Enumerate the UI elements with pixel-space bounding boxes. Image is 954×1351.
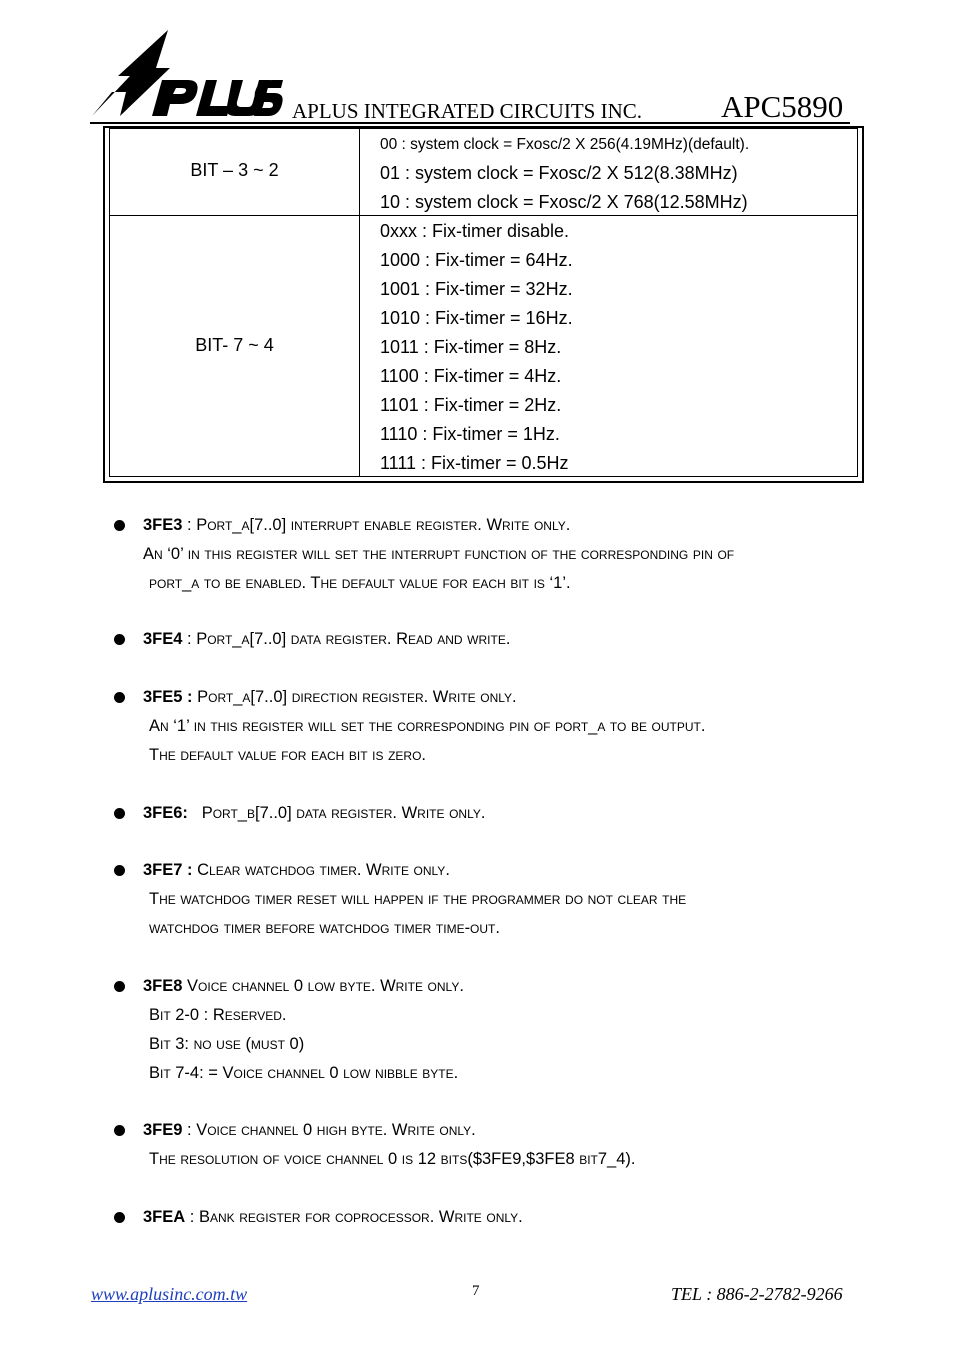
bit-table-inner (109, 128, 858, 477)
register-name: 3FE6: (143, 804, 188, 822)
row1-line: 00 : system clock = Fxosc/2 X 256(4.19MHz)(default). (380, 136, 750, 153)
section-3fea-title (143, 1208, 523, 1227)
section-3fe7-title (143, 861, 450, 880)
row2-line: 1100 : Fix-timer = 4Hz. (380, 366, 562, 386)
section-3fe3-line: port_a to be enabled. The default value for each bit is ‘1’. (149, 574, 571, 592)
register-desc: Port_a[7..0] direction register. Write only. (192, 688, 517, 706)
section-3fe7-line: watchdog timer before watchdog timer time-out. (149, 919, 500, 937)
section-3fe3-title (143, 516, 570, 535)
aplus-logo (90, 28, 285, 120)
row2-line: 1000 : Fix-timer = 64Hz. (380, 250, 573, 270)
row2-line: 0xxx : Fix-timer disable. (380, 221, 570, 241)
section-3fe8-line: Bit 7-4: = Voice channel 0 low nibble byte. (149, 1064, 459, 1082)
register-name: 3FE7 : (143, 861, 193, 879)
row2-label: BIT- 7 ~ 4 (195, 335, 274, 355)
section-3fe3-line: An ‘0’ in this register will set the interrupt function of the corresponding pin of (143, 545, 735, 563)
register-name: 3FE8 (143, 977, 183, 995)
section-3fe8-line: Bit 3: no use (must 0) (149, 1035, 305, 1053)
register-desc: Port_b[7..0] data register. Write only. (187, 804, 486, 822)
section-3fe8-line: Bit 2-0 : Reserved. (149, 1006, 287, 1024)
header-rule (90, 122, 850, 124)
row1-cell (380, 130, 749, 217)
section-3fe4-title (143, 630, 510, 649)
section-3fe9-title (143, 1121, 476, 1140)
bullet-icon (114, 808, 125, 819)
register-desc: : Port_a[7..0] interrupt enable register. Write only. (182, 516, 571, 534)
row1-line: 10 : system clock = Fxosc/2 X 768(12.58MHz) (380, 192, 748, 212)
row2-line: 1110 : Fix-timer = 1Hz. (380, 424, 560, 444)
register-name: 3FE3 (143, 516, 183, 534)
page-number: 7 (472, 1283, 480, 1299)
register-desc: Voice channel 0 low byte. Write only. (182, 977, 464, 995)
register-desc: : Port_a[7..0] data register. Read and write. (182, 630, 511, 648)
bullet-icon (114, 520, 125, 531)
register-desc: : Bank register for coprocessor. Write only. (185, 1208, 523, 1226)
section-3fe5-line: An ‘1’ in this register will set the corresponding pin of port_a to be output. (149, 717, 706, 735)
bullet-icon (114, 981, 125, 992)
bit-table (103, 126, 864, 483)
bullet-icon (114, 1125, 125, 1136)
model-number: APC5890 (721, 89, 844, 124)
register-name: 3FEA (143, 1208, 186, 1226)
bullet-icon (114, 634, 125, 645)
row2-cell (380, 217, 573, 478)
section-3fe6-title (143, 804, 485, 823)
register-name: 3FE9 (143, 1121, 183, 1139)
row2-line: 1111 : Fix-timer = 0.5Hz (380, 453, 569, 473)
website-link[interactable]: www.aplusinc.com.tw (91, 1284, 248, 1304)
bullet-icon (114, 1212, 125, 1223)
section-3fe7-line: The watchdog timer reset will happen if the programmer do not clear the (149, 890, 687, 908)
row2-line: 1010 : Fix-timer = 16Hz. (380, 308, 573, 328)
row1-line: 01 : system clock = Fxosc/2 X 512(8.38MHz) (380, 163, 738, 183)
column-divider (359, 129, 360, 476)
section-3fe8-title (143, 977, 464, 996)
register-desc: Clear watchdog timer. Write only. (192, 861, 450, 879)
telephone: TEL : 886-2-2782-9266 (671, 1284, 843, 1304)
register-name: 3FE4 (143, 630, 183, 648)
section-3fe5-line: The default value for each bit is zero. (149, 746, 427, 764)
section-3fe5-title (143, 688, 517, 707)
row2-line: 1011 : Fix-timer = 8Hz. (380, 337, 562, 357)
company-name: APLUS INTEGRATED CIRCUITS INC. (292, 99, 643, 123)
row2-line: 1001 : Fix-timer = 32Hz. (380, 279, 573, 299)
register-desc: : Voice channel 0 high byte. Write only. (182, 1121, 476, 1139)
row1-label: BIT – 3 ~ 2 (190, 160, 279, 180)
row2-line: 1101 : Fix-timer = 2Hz. (380, 395, 562, 415)
section-3fe9-line: The resolution of voice channel 0 is 12 bits($3FE9,$3FE8 bit7_4). (149, 1150, 636, 1168)
bullet-icon (114, 865, 125, 876)
register-name: 3FE5 : (143, 688, 193, 706)
bullet-icon (114, 692, 125, 703)
